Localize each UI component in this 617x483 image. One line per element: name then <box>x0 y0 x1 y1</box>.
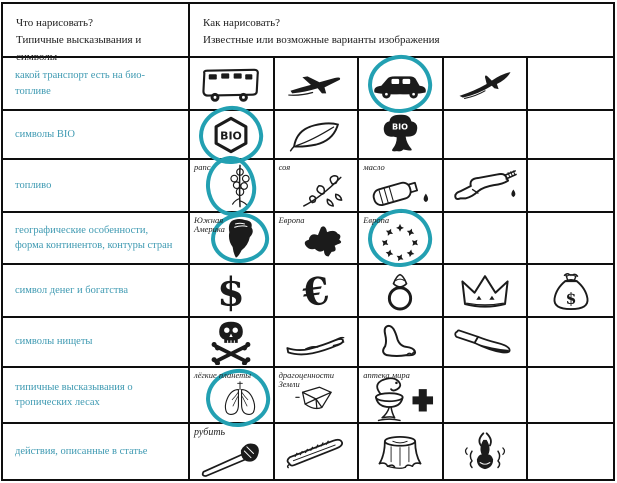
sketch-cell <box>275 111 360 160</box>
handwritten-label: драгоценности Земли <box>278 370 335 390</box>
fuel-nozzle-sketch-icon <box>451 166 519 205</box>
sketch-cell <box>275 213 360 265</box>
sketch-cell <box>275 58 360 111</box>
begging-hand-sketch-icon <box>283 325 349 360</box>
sketch-cell <box>190 265 275 318</box>
row-label-geography <box>3 213 190 265</box>
bus-sketch-icon <box>199 63 263 104</box>
handwritten-label: масло <box>363 162 385 172</box>
row-label-text: какой транспорт есть на био-топливе <box>15 70 145 97</box>
sketch-cell <box>359 424 444 479</box>
row-label-actions <box>3 424 190 479</box>
handwritten-label: Европа <box>363 215 390 225</box>
row-label-text: символы BIO <box>15 128 75 140</box>
bio-hexagon-sketch-icon <box>210 114 252 156</box>
row-label-text: географические особенности, форма континентов, контуры стран <box>15 224 173 251</box>
empty-cell <box>444 111 529 160</box>
sketch-cell <box>190 58 275 111</box>
empty-cell <box>528 160 613 213</box>
row-label-fuel <box>3 160 190 213</box>
row-label-transport <box>3 58 190 111</box>
airplane-diving-sketch-icon <box>454 67 516 101</box>
chainsaw-sketch-icon <box>283 434 349 469</box>
row-label-poverty <box>3 318 190 368</box>
sketch-cell <box>359 160 444 213</box>
sketch-cell <box>359 58 444 111</box>
handwritten-label: лёгкие планеты <box>194 370 252 380</box>
empty-cell <box>528 368 613 424</box>
lungs-sketch-icon <box>218 379 262 419</box>
empty-cell <box>528 58 613 111</box>
sketch-cell <box>359 213 444 265</box>
car-sketch-icon <box>369 67 431 101</box>
sketch-cell <box>275 424 360 479</box>
sketch-cell <box>190 318 275 368</box>
sketch-cell <box>190 213 275 265</box>
sketch-cell <box>275 368 360 424</box>
header-what-line2: Типичные высказывания и символы <box>16 34 142 64</box>
sketch-cell <box>444 265 529 318</box>
handwritten-label: Южная Америка <box>194 215 225 235</box>
sketch-cell <box>444 58 529 111</box>
sketch-cell <box>275 265 360 318</box>
empty-cell <box>528 111 613 160</box>
soy-plant-sketch-icon <box>298 169 350 211</box>
row-label-text: топливо <box>15 179 52 191</box>
dollar-sign-sketch-icon <box>212 268 250 314</box>
handwritten-label: аптека мира <box>363 370 410 380</box>
sketch-cell <box>190 160 275 213</box>
knife-sketch-icon <box>452 324 518 361</box>
row-label-tropical-forests <box>3 368 190 424</box>
header-what-line1: Что нарисовать? <box>16 17 93 29</box>
sketch-cell <box>359 265 444 318</box>
sketch-cell <box>528 265 613 318</box>
skull-crossbones-sketch-icon <box>204 319 258 365</box>
header-how-cell <box>190 4 613 58</box>
row-label-text: действия, описанные в статье <box>15 445 148 457</box>
row-label-text: типичные высказывания о тропических лесах <box>15 381 133 408</box>
sketch-cell <box>444 424 529 479</box>
sketch-cell <box>275 160 360 213</box>
row-label-money <box>3 265 190 318</box>
sketch-cell <box>190 368 275 424</box>
sketch-cell <box>359 318 444 368</box>
eu-stars-sketch-icon <box>378 220 422 264</box>
tree-stump-sketch-icon <box>371 431 429 472</box>
sketch-table <box>1 2 615 481</box>
empty-cell <box>528 424 613 479</box>
bare-foot-sketch-icon <box>377 321 423 363</box>
handwritten-label: рубить <box>194 427 226 438</box>
airplane-sketch-icon <box>285 67 347 101</box>
euro-sign-sketch-icon <box>297 268 335 314</box>
row-label-text: символ денег и богатства <box>15 284 128 296</box>
header-how-line2: Известные или возможные варианты изображения <box>203 34 440 47</box>
handwritten-label: рапс <box>194 162 211 172</box>
rapeseed-plant-sketch-icon <box>223 162 256 210</box>
handwritten-label: соя <box>278 162 291 172</box>
empty-cell <box>444 213 529 265</box>
burning-tree-sketch-icon <box>459 429 511 475</box>
bio-tree-sketch-icon <box>379 112 421 158</box>
europe-sketch-icon <box>300 223 348 261</box>
sketch-cell <box>359 368 444 424</box>
leaf-sketch-icon <box>288 117 344 152</box>
money-bag-sketch-icon <box>548 268 594 314</box>
sketch-cell <box>359 111 444 160</box>
sketch-cell <box>190 424 275 479</box>
row-label-bio-symbols <box>3 111 190 160</box>
sketch-cell <box>190 111 275 160</box>
row-label-text: символы нищеты <box>15 336 93 348</box>
axe-sketch-icon <box>199 433 263 478</box>
sketch-cell <box>275 318 360 368</box>
hygieia-bowl-cross-sketch-icon <box>366 374 434 424</box>
empty-cell <box>528 213 613 265</box>
handwritten-label: Европа <box>278 215 305 225</box>
empty-cell <box>528 318 613 368</box>
oil-bottle-sketch-icon <box>365 169 435 210</box>
header-what-cell <box>3 4 190 64</box>
header-how-line1: Как нарисовать? <box>203 17 281 29</box>
empty-cell <box>444 368 529 424</box>
crown-sketch-icon <box>457 271 513 311</box>
sketch-cell <box>444 160 529 213</box>
sketch-cell <box>444 318 529 368</box>
ring-sketch-icon <box>382 268 418 314</box>
